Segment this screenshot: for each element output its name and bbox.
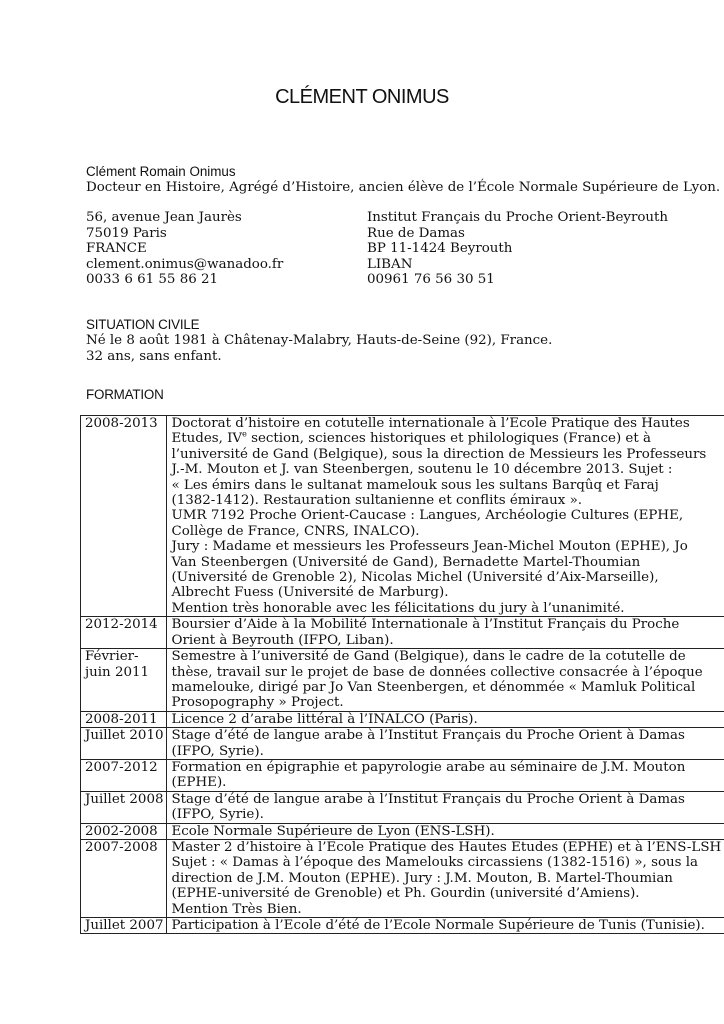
formation-line: (EPHE-université de Grenoble) et Ph. Gourdin (université d’Amiens). bbox=[171, 886, 640, 902]
home-street: 56, avenue Jean Jaurès bbox=[86, 210, 242, 225]
formation-description bbox=[167, 839, 724, 917]
email: clement.onimus@wanadoo.fr bbox=[86, 256, 284, 272]
formation-row bbox=[81, 416, 724, 617]
situation-heading: SITUATION CIVILE bbox=[86, 317, 200, 332]
formation-line: (IFPO, Syrie). bbox=[171, 807, 264, 823]
work-country: LIBAN bbox=[367, 256, 413, 272]
formation-line: direction de J.M. Mouton (EPHE). Jury : J.M. Mouton, B. Martel-Thoumian bbox=[171, 870, 673, 886]
formation-line: J.-M. Mouton et J. van Steenbergen, soutenu le 10 décembre 2013. Sujet : bbox=[171, 462, 673, 478]
formation-line: mamelouke, dirigé par Jo Van Steenbergen, et dénommée « Mamluk Political bbox=[171, 679, 696, 695]
credentials: Docteur en Histoire, Agrégé d’Histoire, ancien élève de l’École Normale Supérieure de Lyon. bbox=[86, 179, 721, 195]
formation-date: 2008-2013 bbox=[81, 416, 167, 617]
home-country: FRANCE bbox=[86, 241, 147, 257]
page-title: CLÉMENT ONIMUS bbox=[275, 86, 449, 108]
birth-info: Né le 8 août 1981 à Châtenay-Malabry, Hauts-de-Seine (92), France. bbox=[86, 333, 553, 348]
formation-line: Mention très honorable avec les félicitations du jury à l’unanimité. bbox=[171, 600, 625, 616]
formation-description bbox=[167, 617, 724, 649]
formation-description bbox=[167, 823, 724, 839]
formation-line: UMR 7192 Proche Orient-Caucase : Langues, Archéologie Cultures (EPHE, bbox=[171, 508, 684, 524]
home-city: 75019 Paris bbox=[86, 225, 167, 241]
formation-line: (Université de Grenoble 2), Nicolas Michel (Université d’Aix-Marseille), bbox=[171, 570, 659, 586]
formation-date: Juillet 2010 bbox=[81, 728, 167, 760]
formation-date: Juillet 2007 bbox=[81, 918, 167, 934]
formation-row bbox=[81, 649, 724, 712]
formation-description bbox=[167, 918, 724, 934]
work-institution: Institut Français du Proche Orient-Beyrouth bbox=[367, 210, 669, 225]
formation-row bbox=[81, 839, 724, 917]
formation-line: Formation en épigraphie et papyrologie arabe au séminaire de J.M. Mouton bbox=[171, 759, 686, 775]
formation-line: Mention Très Bien. bbox=[171, 901, 302, 917]
formation-line: Etudes, IVe section, sciences historiques et philologiques (France) et à bbox=[171, 429, 651, 447]
formation-line: Doctorat d’histoire en cotutelle internationale à l’Ecole Pratique des Hautes bbox=[171, 416, 690, 431]
formation-line: (1382-1412). Restauration sultanienne et conflits émiraux ». bbox=[171, 493, 583, 509]
formation-description bbox=[167, 759, 724, 791]
formation-row bbox=[81, 711, 724, 727]
formation-row bbox=[81, 791, 724, 823]
situation-block bbox=[86, 333, 552, 364]
formation-line: Licence 2 d’arabe littéral à l’INALCO (Paris). bbox=[171, 711, 478, 727]
formation-line: Stage d’été de langue arabe à l’Institut Français du Proche Orient à Damas bbox=[171, 791, 685, 807]
formation-line: Orient à Beyrouth (IFPO, Liban). bbox=[171, 632, 394, 648]
formation-table bbox=[80, 415, 724, 934]
formation-date: 2002-2008 bbox=[81, 823, 167, 839]
age-info: 32 ans, sans enfant. bbox=[86, 348, 222, 364]
formation-line: Albrecht Fuess (Université de Marburg). bbox=[171, 585, 449, 601]
formation-row bbox=[81, 759, 724, 791]
formation-line: Jury : Madame et messieurs les Professeurs Jean-Michel Mouton (EPHE), Jo bbox=[171, 539, 688, 555]
formation-row bbox=[81, 823, 724, 839]
formation-line: (EPHE). bbox=[171, 775, 227, 791]
formation-line: Van Steenbergen (Université de Gand), Bernadette Martel-Thoumian bbox=[171, 554, 641, 570]
formation-line: Participation à l’Ecole d’été de l’Ecole Normale Supérieure de Tunis (Tunisie). bbox=[171, 918, 705, 933]
formation-line: Ecole Normale Supérieure de Lyon (ENS-LSH). bbox=[171, 823, 495, 839]
identity-block bbox=[86, 164, 720, 195]
formation-line: Sujet : « Damas à l’époque des Mamelouks circassiens (1382-1516) », sous la bbox=[171, 855, 699, 871]
formation-date: 2008-2011 bbox=[81, 711, 167, 727]
formation-row bbox=[81, 728, 724, 760]
formation-line: Boursier d’Aide à la Mobilité Internationale à l’Institut Français du Proche bbox=[171, 617, 680, 633]
formation-line: Prosopography » Project. bbox=[171, 695, 344, 711]
home-address bbox=[86, 210, 283, 288]
work-street: Rue de Damas bbox=[367, 225, 465, 241]
formation-description bbox=[167, 728, 724, 760]
formation-description bbox=[167, 791, 724, 823]
formation-line: l’université de Gand (Belgique), sous la direction de Messieurs les Professeurs bbox=[171, 446, 707, 462]
formation-date: 2007-2008 bbox=[81, 839, 167, 917]
formation-date: 2007-2012 bbox=[81, 759, 167, 791]
home-phone: 0033 6 61 55 86 21 bbox=[86, 272, 219, 288]
full-name: Clément Romain Onimus bbox=[86, 164, 236, 179]
formation-date: 2012-2014 bbox=[81, 617, 167, 649]
formation-line: (IFPO, Syrie). bbox=[171, 743, 264, 759]
formation-row bbox=[81, 918, 724, 934]
work-po-box: BP 11-1424 Beyrouth bbox=[367, 241, 513, 257]
formation-description bbox=[167, 649, 724, 712]
formation-line: Master 2 d’histoire à l’Ecole Pratique des Hautes Etudes (EPHE) et à l’ENS-LSH bbox=[171, 839, 722, 855]
formation-date: Février- juin 2011 bbox=[81, 649, 167, 712]
formation-line: thèse, travail sur le projet de base de données collective consacrée à l’époque bbox=[171, 664, 703, 680]
formation-description bbox=[167, 711, 724, 727]
formation-line: Stage d’été de langue arabe à l’Institut Français du Proche Orient à Damas bbox=[171, 728, 685, 744]
formation-line: « Les émirs dans le sultanat mamelouk sous les sultans Barqûq et Faraj bbox=[171, 477, 659, 493]
formation-heading: FORMATION bbox=[86, 387, 164, 402]
work-address bbox=[367, 210, 668, 288]
formation-description bbox=[167, 416, 724, 617]
formation-row bbox=[81, 617, 724, 649]
work-phone: 00961 76 56 30 51 bbox=[367, 272, 495, 288]
formation-line: Collège de France, CNRS, INALCO). bbox=[171, 523, 420, 539]
formation-line: Semestre à l’université de Gand (Belgique), dans le cadre de la cotutelle de bbox=[171, 649, 686, 665]
formation-date: Juillet 2008 bbox=[81, 791, 167, 823]
